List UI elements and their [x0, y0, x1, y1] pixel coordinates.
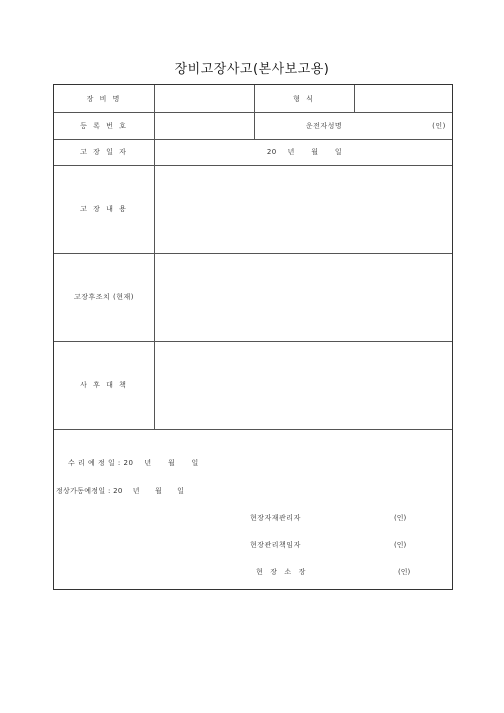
equipment-failure-report-form	[53, 84, 453, 590]
site-manager-in-charge-label: 현장관리책임자	[250, 541, 301, 549]
registration-number-field[interactable]	[155, 112, 254, 139]
failure-date-label: 고 장 일 자	[80, 148, 128, 156]
equipment-name-label: 장 비 명	[86, 94, 122, 103]
normal-operation-date[interactable]: 정상가동예정일 : 20 년 월 일	[56, 487, 185, 495]
repair-planned-date[interactable]: 수 리 예 정 일 : 20 년 월 일	[68, 459, 199, 467]
failure-detail-field[interactable]	[155, 165, 454, 253]
failure-date-value[interactable]: 20 년 월 일	[266, 148, 343, 156]
site-material-manager-seal: (인)	[394, 514, 407, 522]
model-field[interactable]	[355, 85, 454, 112]
equipment-name-field[interactable]	[155, 85, 254, 112]
failure-detail-label: 고 장 내 용	[80, 205, 128, 213]
registration-number-label: 등 록 번 호	[80, 121, 128, 130]
operator-seal: (인)	[432, 121, 446, 130]
operator-name-label: 운전자성명	[305, 121, 343, 130]
row-divider	[54, 429, 452, 430]
site-director-seal: (인)	[398, 568, 411, 576]
site-manager-in-charge-seal: (인)	[394, 541, 407, 549]
follow-up-measures-label: 사 후 대 책	[80, 381, 128, 389]
model-label: 형 식	[293, 94, 315, 103]
site-material-manager-label: 현장자재관리자	[250, 514, 301, 522]
after-failure-action-label: 고장후조치 (현재)	[73, 293, 135, 301]
site-director-label: 현 장 소 장	[256, 568, 307, 576]
after-failure-action-field[interactable]	[155, 253, 454, 341]
follow-up-measures-field[interactable]	[155, 341, 454, 429]
form-title: 장비고장사고(본사보고용)	[174, 62, 330, 77]
